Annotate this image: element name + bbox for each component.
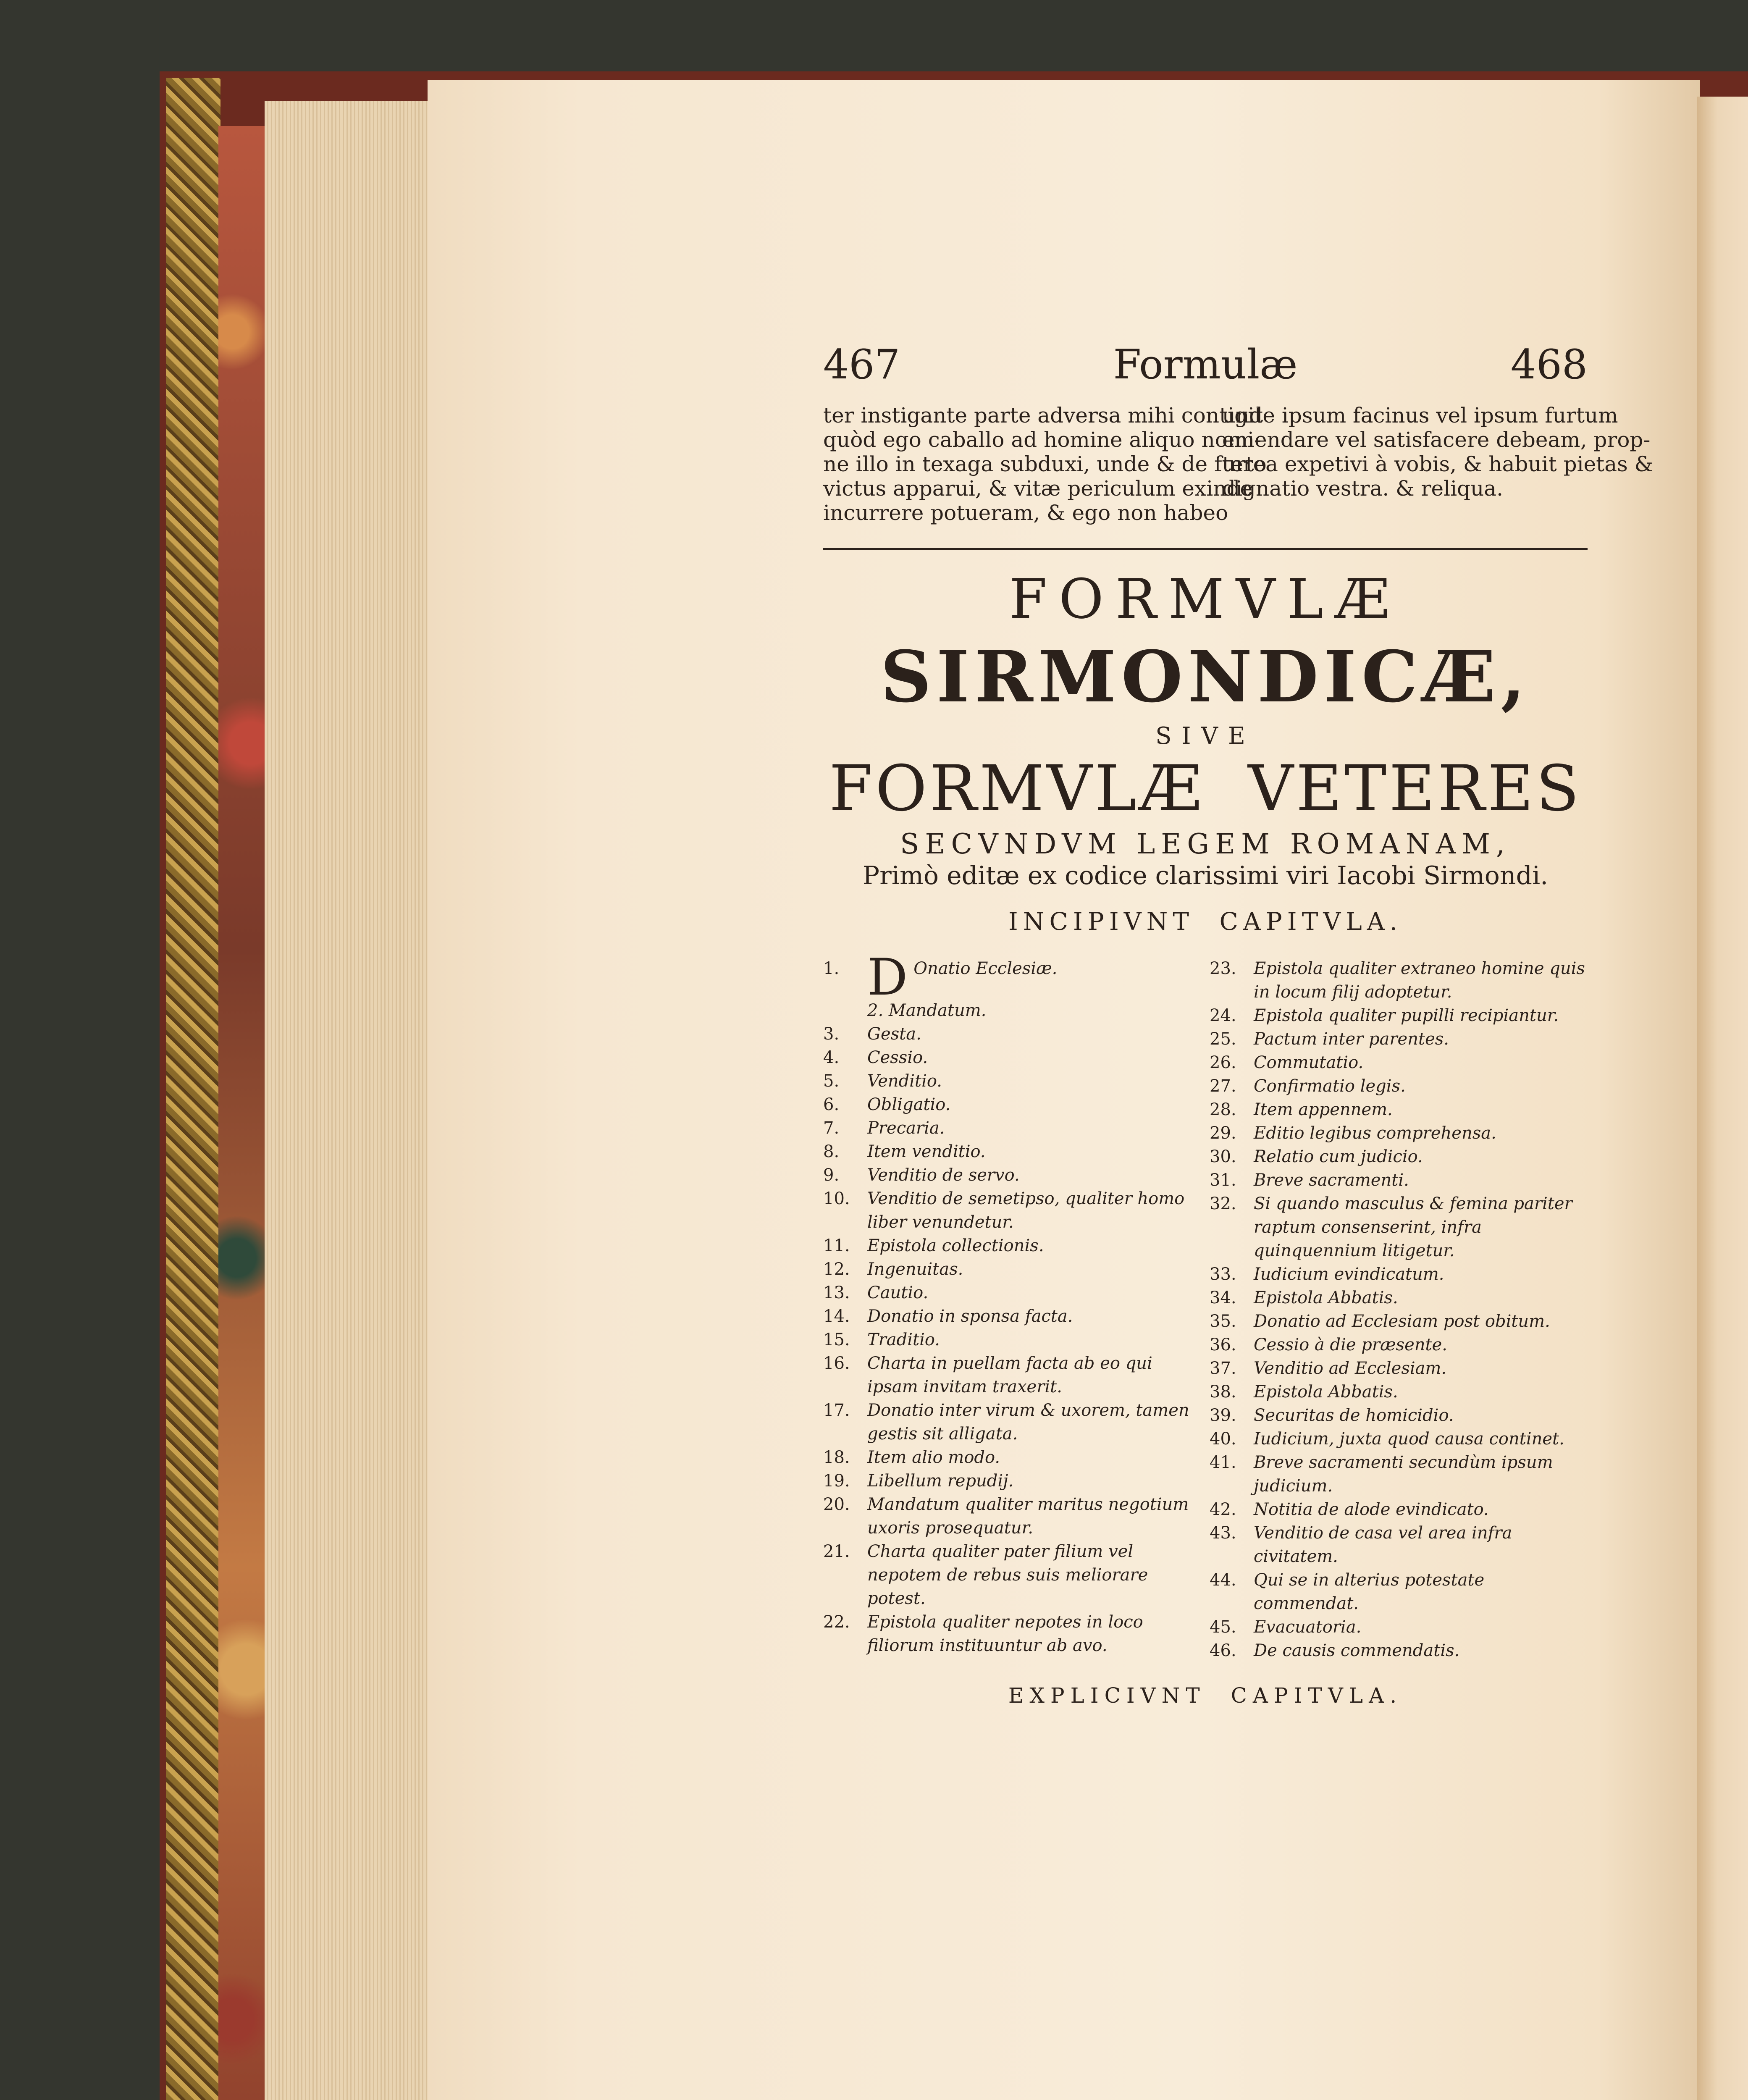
chapter-text: Venditio de servo. [867,1166,1020,1185]
intro-line: victus apparui, & vitæ periculum exinde [823,476,1252,501]
chapter-number [823,999,867,1022]
chapter-title [867,1093,1201,1116]
chapter-number: 4. [823,1048,840,1067]
chapter-title [867,1116,1201,1140]
chapter-title [867,1469,1201,1493]
chapter-title [867,1493,1201,1540]
chapter-entry [1210,1004,1588,1027]
chapter-number: 14. [823,1307,850,1326]
chapter-number: 26. [1210,1053,1236,1072]
chapter-title [867,1257,1201,1281]
chapter-column-left [823,948,1201,1662]
chapter-entry [823,999,1201,1022]
chapter-text: Donatio ad Ecclesiam post obitum. [1254,1312,1550,1331]
chapter-title [867,999,1201,1022]
chapter-title [1254,1027,1588,1051]
chapter-entry [1210,1168,1588,1192]
chapter-entry [823,1022,1201,1046]
chapter-text: Charta in puellam facta ab eo qui ipsam invitam traxerit. [867,1354,1152,1396]
chapter-title [867,1022,1201,1046]
chapter-number: 34. [1210,1288,1236,1307]
chapter-text: Breve sacramenti secundùm ipsum judicium. [1254,1453,1553,1496]
intro-column-right [1222,403,1654,525]
chapter-title [1254,957,1588,1004]
chapter-number: 32. [1210,1194,1236,1213]
chapter-number: 13. [823,1283,850,1302]
chapter-list [823,948,1588,1662]
chapter-entry [1210,1357,1588,1380]
chapter-text: Donatio in sponsa facta. [867,1307,1073,1326]
chapter-entry [1210,1639,1588,1662]
chapter-number: 21. [823,1542,850,1561]
page-number-right: 468 [1510,341,1588,388]
chapter-text: 2. Mandatum. [867,1001,987,1020]
chapter-title [1254,1333,1588,1357]
intro-text [823,403,1654,525]
gilt-border [166,78,220,2100]
chapter-text: Si quando masculus & femina pariter raptum consenserint, infra quinquennium litigetur. [1254,1194,1572,1260]
chapter-title [1254,1380,1588,1404]
intro-line: ter instigante parte adversa mihi contigit [823,403,1263,428]
chapter-entry [823,1281,1201,1305]
chapter-title [1254,1074,1588,1098]
chapter-entry [823,1399,1201,1446]
chapter-text: Evacuatoria. [1254,1617,1362,1637]
chapter-entry [1210,1286,1588,1310]
title-line-6: Primò editæ ex codice clarissimi viri Iacobi Sirmondi. [862,861,1549,890]
chapter-number: 38. [1210,1382,1236,1402]
chapter-title [1254,1192,1588,1263]
intro-line: quòd ego caballo ad homine aliquo nomi- [823,428,1262,452]
chapter-text: Ingenuitas. [867,1260,963,1279]
chapter-title [867,1446,1201,1469]
chapter-title [867,1234,1201,1257]
chapter-entry [1210,1121,1588,1145]
chapter-number: 41. [1210,1453,1236,1472]
marbled-endpaper [218,126,265,2100]
chapter-number: 23. [1210,959,1236,978]
chapter-entry [1210,1074,1588,1098]
chapter-text: Editio legibus comprehensa. [1254,1124,1496,1143]
chapter-entry [823,1163,1201,1187]
chapter-number: 8. [823,1142,840,1161]
page-edges [265,101,429,2100]
chapter-entry [1210,1521,1588,1568]
chapter-number: 11. [823,1236,850,1255]
chapter-text: De causis commendatis. [1254,1641,1460,1660]
chapter-entry [1210,957,1588,1004]
chapter-number: 9. [823,1166,840,1185]
chapter-number: 42. [1210,1500,1236,1519]
chapter-entry [1210,1333,1588,1357]
chapter-text: Pactum inter parentes. [1254,1029,1449,1049]
page-number-left: 467 [823,341,900,388]
chapter-text: Onatio Ecclesiæ. [913,959,1058,978]
intro-line: terea expetivi à vobis, & habuit pietas & [1222,452,1654,476]
chapter-entry [823,1610,1201,1657]
chapter-title [1254,1145,1588,1168]
drop-cap: D [867,948,908,1007]
chapter-text: Traditio. [867,1330,940,1349]
chapter-text: Libellum repudij. [867,1471,1014,1491]
chapter-title [1254,1404,1588,1427]
chapter-text: Epistola collectionis. [867,1236,1044,1255]
chapter-text: Cautio. [867,1283,929,1302]
running-head [823,341,1588,395]
chapter-title [867,1046,1201,1069]
chapter-text: Securitas de homicidio. [1254,1406,1454,1425]
title-line-3: SIVE [1155,722,1255,750]
chapter-text: Donatio inter virum & uxorem, tamen gestis sit alligata. [867,1401,1189,1444]
facing-page-edge [1697,97,1748,2100]
chapter-number: 43. [1210,1523,1236,1543]
chapter-text: Epistola Abbatis. [1254,1382,1398,1402]
chapter-number: 46. [1210,1641,1236,1660]
chapter-number: 5. [823,1071,840,1091]
title-line-4: FORMVLÆ VETERES [829,752,1582,825]
chapter-text: Obligatio. [867,1095,951,1114]
chapter-text: Precaria. [867,1118,945,1138]
chapter-text: Qui se in alterius potestate commendat. [1254,1570,1485,1613]
chapter-number: 22. [823,1612,850,1632]
chapter-title [1254,1615,1588,1639]
chapter-entry [823,1540,1201,1610]
chapter-title [867,1281,1201,1305]
chapter-number: 27. [1210,1076,1236,1096]
running-title: Formulæ [1113,341,1298,388]
chapter-title [1254,1498,1588,1521]
chapter-title [1254,1004,1588,1027]
chapter-title [867,1610,1201,1657]
chapter-number: 37. [1210,1359,1236,1378]
chapter-title [867,1163,1201,1187]
chapter-text: Item appennem. [1254,1100,1393,1119]
chapter-number: 45. [1210,1617,1236,1637]
chapter-text: Venditio ad Ecclesiam. [1254,1359,1447,1378]
chapter-number: 28. [1210,1100,1236,1119]
title-line-5: SECVNDVM LEGEM ROMANAM, [900,828,1511,860]
chapter-number: 1. [823,959,840,978]
chapter-entry [1210,1098,1588,1121]
chapter-text: Epistola qualiter extraneo homine quis in locum filij adoptetur. [1254,959,1585,1002]
chapter-entry [823,1234,1201,1257]
chapter-number: 39. [1210,1406,1236,1425]
chapter-entry [823,1069,1201,1093]
chapter-title [867,948,1201,1007]
chapter-entry [1210,1427,1588,1451]
chapter-number: 33. [1210,1265,1236,1284]
chapter-text: Notitia de alode evindicato. [1254,1500,1489,1519]
chapter-title [1254,1357,1588,1380]
chapter-text: Cessio à die præsente. [1254,1335,1448,1354]
chapter-entry [1210,1263,1588,1286]
chapter-text: Venditio. [867,1071,942,1091]
chapter-entry [823,1187,1201,1234]
title-line-1: FORMVLÆ [1009,567,1402,631]
chapter-title [867,1305,1201,1328]
chapter-number: 12. [823,1260,850,1279]
chapter-entry [1210,1145,1588,1168]
chapter-number: 31. [1210,1171,1236,1190]
chapter-title [1254,1568,1588,1615]
chapter-title [1254,1451,1588,1498]
chapter-title [1254,1121,1588,1145]
chapter-number: 20. [823,1495,850,1514]
chapter-number: 35. [1210,1312,1236,1331]
intro-line: unde ipsum facinus vel ipsum furtum [1222,403,1618,428]
chapter-number: 10. [823,1189,850,1208]
chapter-text: Iudicium evindicatum. [1254,1265,1444,1284]
chapter-number: 19. [823,1471,850,1491]
chapter-number: 17. [823,1401,850,1420]
chapter-number: 30. [1210,1147,1236,1166]
chapter-number: 7. [823,1118,840,1138]
chapter-title [1254,1168,1588,1192]
chapter-title [1254,1639,1588,1662]
chapter-entry [1210,1310,1588,1333]
title-line-2: SIRMONDICÆ, [880,635,1530,718]
chapter-title [1254,1310,1588,1333]
chapter-entry [823,1328,1201,1352]
chapter-entry [1210,1615,1588,1639]
chapter-number: 3. [823,1024,840,1044]
chapter-number: 29. [1210,1124,1236,1143]
chapter-entry [1210,1498,1588,1521]
chapter-title [1254,1098,1588,1121]
chapter-column-right [1210,957,1588,1662]
chapter-entry [1210,1568,1588,1615]
chapter-entry [823,1257,1201,1281]
chapter-entry [1210,1192,1588,1263]
chapter-number: 6. [823,1095,840,1114]
chapter-entry [823,1140,1201,1163]
chapter-text: Confirmatio legis. [1254,1076,1406,1096]
chapter-title [867,1399,1201,1446]
chapter-text: Item alio modo. [867,1448,1000,1467]
chapter-number: 15. [823,1330,850,1349]
chapter-text: Mandatum qualiter maritus negotium uxoris prosequatur. [867,1495,1189,1538]
chapter-number: 44. [1210,1570,1236,1590]
chapter-entry [823,1093,1201,1116]
chapter-title [867,1069,1201,1093]
chapter-number: 24. [1210,1006,1236,1025]
chapter-text: Cessio. [867,1048,928,1067]
chapter-number: 16. [823,1354,850,1373]
chapter-title [1254,1051,1588,1074]
chapter-title [867,1187,1201,1234]
chapter-title [867,1328,1201,1352]
intro-column-left [823,403,1267,525]
chapter-number: 25. [1210,1029,1236,1049]
chapter-entry [1210,1027,1588,1051]
chapter-entry [823,1446,1201,1469]
chapter-entry [823,1469,1201,1493]
incipiunt-heading: INCIPIVNT CAPITVLA. [1008,907,1403,936]
chapter-entry [1210,1051,1588,1074]
chapter-title [867,1352,1201,1399]
chapter-title [1254,1263,1588,1286]
chapter-text: Epistola Abbatis. [1254,1288,1398,1307]
chapter-entry [1210,1451,1588,1498]
chapter-number: 40. [1210,1429,1236,1449]
intro-line: emendare vel satisfacere debeam, prop- [1222,428,1651,452]
chapter-entry [823,1352,1201,1399]
chapter-number: 36. [1210,1335,1236,1354]
chapter-text: Charta qualiter pater filium vel nepotem de rebus suis meliorare potest. [867,1542,1148,1608]
chapter-text: Gesta. [867,1024,921,1044]
chapter-entry [823,1116,1201,1140]
chapter-entry [1210,1380,1588,1404]
chapter-text: Epistola qualiter nepotes in loco filiorum instituuntur ab avo. [867,1612,1143,1655]
chapter-text: Venditio de semetipso, qualiter homo liber venundetur. [867,1189,1185,1232]
chapter-entry [823,1493,1201,1540]
chapter-text: Item venditio. [867,1142,986,1161]
chapter-title [1254,1286,1588,1310]
chapter-text: Epistola qualiter pupilli recipiantur. [1254,1006,1559,1025]
chapter-title [867,1140,1201,1163]
page-content [823,341,1654,1708]
chapter-title [1254,1427,1588,1451]
intro-line: ne illo in texaga subduxi, unde & de furto [823,452,1267,476]
chapter-text: Breve sacramenti. [1254,1171,1409,1190]
chapter-entry [823,1305,1201,1328]
chapter-title [1254,1521,1588,1568]
chapter-text: Commutatio. [1254,1053,1364,1072]
chapter-text: Venditio de casa vel area infra civitatem. [1254,1523,1512,1566]
intro-line: dignatio vestra. & reliqua. [1222,476,1503,501]
chapter-title [867,1540,1201,1610]
chapter-entry [823,1046,1201,1069]
chapter-entry [1210,1404,1588,1427]
chapter-entry [823,948,1201,1007]
explicit-heading: EXPLICIVNT CAPITVLA. [1008,1683,1403,1708]
divider-rule [823,548,1588,550]
chapter-number: 18. [823,1448,850,1467]
chapter-text: Relatio cum judicio. [1254,1147,1423,1166]
chapter-text: Iudicium, juxta quod causa continet. [1254,1429,1564,1449]
intro-line: incurrere potueram, & ego non habeo [823,501,1228,525]
